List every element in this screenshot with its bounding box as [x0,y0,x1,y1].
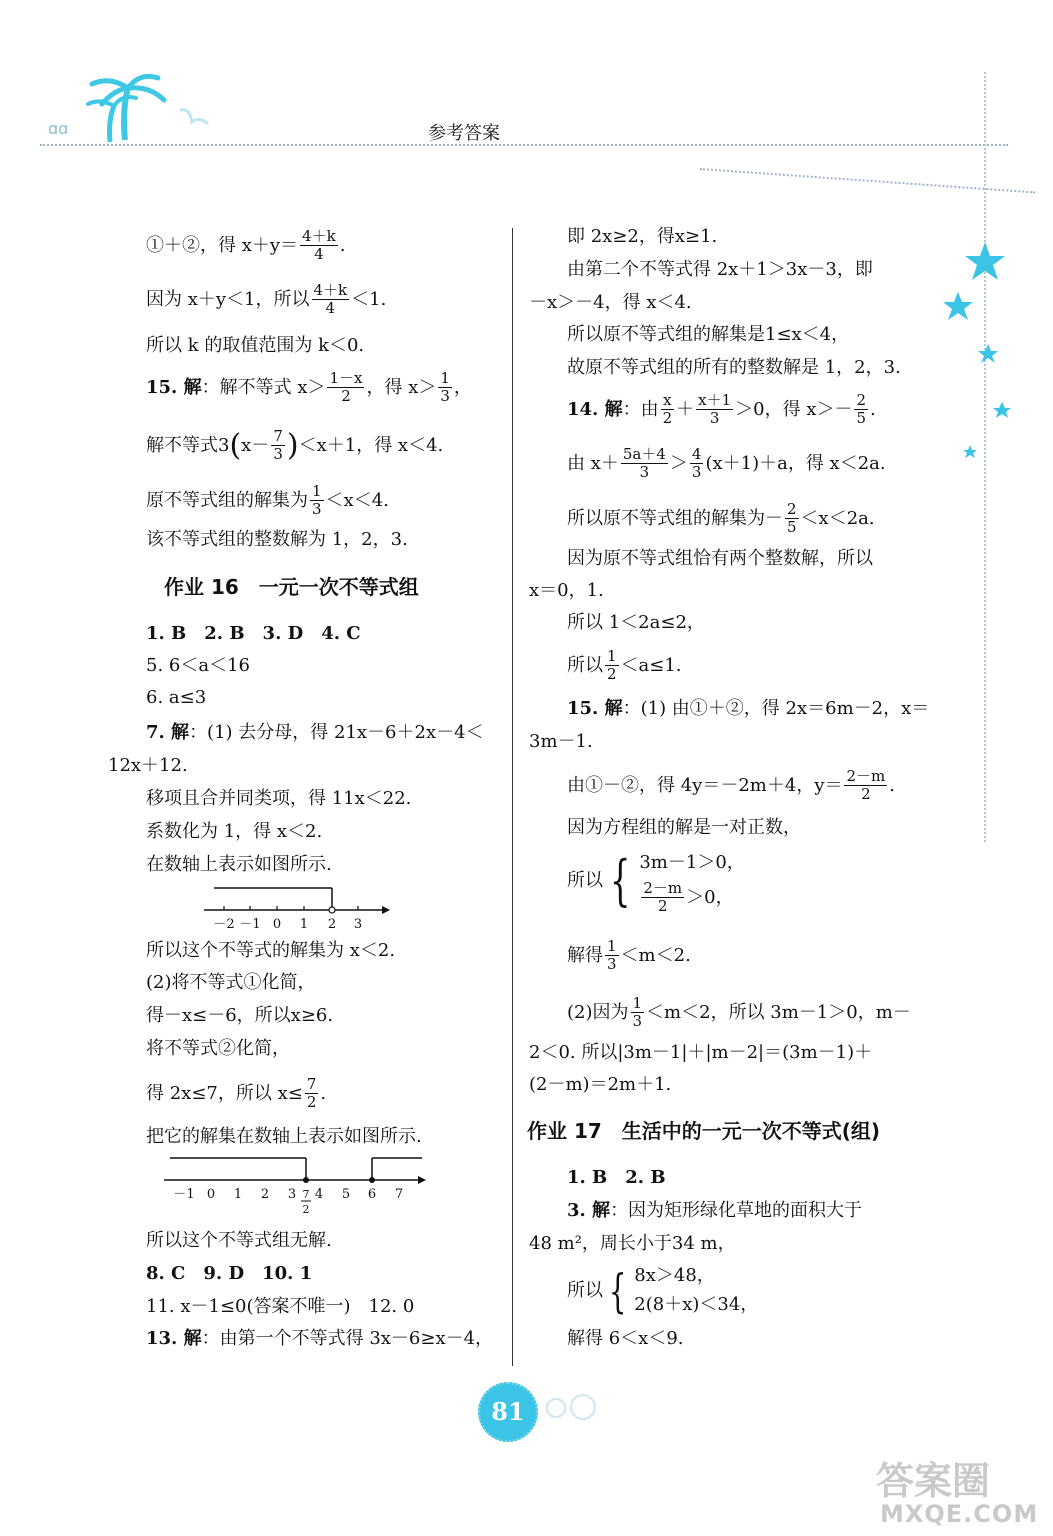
text-span: ：由 [622,398,659,420]
text-span: ＞0，得 x＞－ [735,398,853,420]
tick-label: 2 [327,917,337,932]
text-span: ＜m＜2. [620,944,691,966]
denominator: 3 [440,387,450,406]
numerator: 4 [691,445,702,463]
numerator: 7 [306,1075,317,1093]
system-line: 2(8＋x)＜34， [634,1293,759,1315]
text-line: 因为原不等式组恰有两个整数解，所以 [567,548,873,569]
denominator: 2 [306,1093,317,1112]
text-span: . [339,234,346,256]
tick-fraction-num: 7 [302,1188,310,1201]
text-line: (2)将不等式①化简， [146,972,316,993]
text-line: 即 2x≥2，得x≥1. [567,226,718,247]
text-span: ＜1. [351,288,387,310]
text-span: 所以 [567,1279,603,1301]
numerator: 1 [607,937,617,955]
watermark-url: MXQE.COM [880,1500,1039,1528]
text-line: 所以 1＜2a≤2， [567,612,705,633]
tick-label: 2 [260,1187,270,1202]
question-label: 14. 解 [567,398,623,420]
numerator: 1 [632,994,643,1012]
text-line [146,228,345,264]
watermark-logo: 答案圈 [876,1459,991,1503]
system-line: 3m－1＞0， [639,852,745,873]
numerator: x＋1 [698,391,732,409]
text-span: ：(1) 去分母，得 21x－6＋2x－4＜ [189,722,484,743]
tick-label: 0 [206,1187,216,1202]
denominator: 5 [787,518,797,537]
text-line [567,446,886,482]
fraction [305,1076,319,1112]
fraction [696,392,733,428]
tick-label: 6 [367,1187,377,1202]
text-line: 因为方程组的解是一对正数， [567,817,801,838]
numerator: 4＋k [313,281,348,299]
text-span: (x＋1)＋a，得 x＜2a. [705,452,886,474]
numerator: 2 [856,391,867,409]
text-line [567,648,682,684]
text-span: 所以 [567,869,603,891]
number-line-1 [200,884,400,932]
text-line: 将不等式②化简， [146,1038,290,1059]
text-line: 2＜0. 所以|3m－1|＋|m－2|＝(3m－1)＋ [529,1042,873,1063]
denominator: 3 [312,500,322,519]
denominator: 3 [632,1012,643,1031]
text-line: 系数化为 1，得 x＜2. [146,821,323,842]
text-line: 所以这个不等式的解集为 x＜2. [146,940,396,961]
fraction [310,483,324,519]
tick-label: －1 [239,917,261,932]
text-line [567,768,895,804]
denominator: 2 [657,897,668,916]
tick-fraction-den: 2 [302,1203,310,1216]
fraction [631,995,645,1031]
fraction [605,648,619,684]
text-span: ：解不等式 x＞ [201,376,326,398]
denominator: 3 [691,463,702,482]
question-label: 13. 解 [146,1328,202,1349]
text-span: ＜x＜2a. [800,507,875,529]
text-line [567,700,929,718]
text-span: . [889,774,895,796]
text-span: 5. 6＜a＜16 [146,655,250,676]
system-line: 8x＞48， [634,1265,715,1286]
text-span: 得 2x≤7，所以 x≤ [146,1082,303,1104]
text-span: 6. a≤3 [146,687,207,708]
text-line: 在数轴上表示如图所示. [146,854,332,875]
section-title-17: 作业 17 生活中的一元一次不等式(组) [527,1119,881,1143]
fraction [271,428,285,464]
text-span: ＜m＜2，所以 3m－1＞0，m－ [646,1001,911,1023]
text-span: 由①－②，得 4y＝－2m＋4，y＝ [567,774,843,796]
denominator: 4 [314,245,324,264]
text-span: ：(1) 由①＋②，得 2x＝6m－2，x＝ [622,698,930,719]
text-span: 所以 [567,654,603,676]
text-span: ：由第一个不等式得 3x－6≥x－4， [201,1328,494,1349]
text-line: (2－m)＝2m＋1. [529,1074,672,1095]
text-line: 解得 6＜x＜9. [567,1328,684,1349]
denominator: 3 [607,955,617,974]
fraction [661,392,675,428]
fraction [327,370,364,406]
text-line: 3m－1. [529,731,593,752]
text-span: ，得 x＞ [366,376,437,398]
tick-label: 1 [299,917,309,932]
text-span: 解得 [567,944,603,966]
denominator: 2 [662,409,673,428]
text-span: x－ [241,434,270,456]
fraction [621,446,668,482]
fraction [690,446,704,482]
text-line [146,483,389,519]
svg-text:ɑɑ: ɑɑ [48,119,69,138]
system-lines [634,1262,758,1320]
text-span: ＜a≤1. [620,654,682,676]
text-span: ＜x＜4. [325,489,389,511]
text-line [146,282,386,318]
fraction [854,392,868,428]
fraction [438,370,452,406]
system-line [639,880,744,916]
text-span: 解不等式3 [146,434,230,456]
decorative-ring [546,1398,566,1418]
text-line: 所以原不等式组的解集是1≤x＜4， [567,324,850,345]
denominator: 3 [639,463,650,482]
tick-label: 0 [272,917,282,932]
fraction [300,228,338,264]
numerator: 2 [787,500,797,518]
fraction [844,768,887,804]
tick-label: 4 [314,1187,324,1202]
tick-label: －2 [213,917,235,932]
answer-line: 1. B 2. B [567,1167,666,1188]
tick-label: 5 [341,1187,351,1202]
text-line: 该不等式组的整数解为 1，2，3. [146,529,408,550]
text-line: 把它的解集在数轴上表示如图所示. [146,1126,422,1147]
text-span: 因为 x＋y＜1，所以 [146,288,310,310]
text-span: 所以原不等式组的解集为－ [567,507,783,529]
paren-left: ( [229,427,242,463]
page-number-badge: 81 [478,1382,538,1442]
answer-line: 11. x－1≤0(答案不唯一) 12. 0 [146,1296,415,1317]
column-divider [512,228,513,1366]
question-label: 15. 解 [567,698,623,719]
tick-label: －1 [173,1187,195,1202]
text-line: 由第二个不等式得 2x＋1＞3x－3，即 [567,259,873,280]
brace: { [609,848,631,912]
text-line [567,995,911,1031]
text-line: 48 m²，周长小于34 m， [529,1233,736,1254]
text-line [146,724,484,742]
text-span: ＜x＋1，得 x＜4. [298,434,444,456]
numerator: 4＋k [302,227,336,245]
header-rule [40,144,1008,146]
answer-line: 8. C 9. D 10. 1 [146,1263,313,1284]
text-span: ， [453,376,472,398]
text-span: ＞ [669,452,688,474]
text-span: . [320,1082,327,1104]
paren-right: ) [286,427,299,463]
answer-line [146,689,206,707]
text-line: x＝0，1. [529,580,604,601]
text-span: 由 x＋ [567,452,619,474]
question-label: 15. 解 [146,376,202,398]
question-label: 7. 解 [146,722,190,743]
text-line: 故原不等式组的所有的整数解是 1，2，3. [567,357,901,378]
text-line: －x＞－4，得 x＜4. [529,292,692,313]
text-span: ①＋②，得 x＋y＝ [146,234,299,256]
text-line [146,1330,493,1348]
equation-system [567,1262,758,1320]
decorative-ring [570,1394,596,1420]
fraction [605,938,619,974]
denominator: 5 [856,409,867,428]
denominator: 4 [325,299,336,318]
equation-system [567,846,745,916]
palm-tree-decoration [30,70,250,150]
text-line [146,1076,326,1112]
fraction [312,282,350,318]
denominator: 2 [861,785,871,804]
number-line-2 [160,1152,430,1216]
text-line [567,392,876,428]
tick-label: 3 [353,917,363,932]
text-span: ：因为矩形绿化草地的面积大于 [610,1200,863,1221]
tick-label: 7 [394,1187,404,1202]
numerator: 1 [440,369,450,387]
text-line: 所以这个不等式组无解. [146,1230,332,1251]
text-line: 所以 k 的取值范围为 k＜0. [146,335,365,356]
text-line [146,428,443,464]
denominator: 3 [273,445,283,464]
tick-label: 1 [233,1187,243,1202]
fraction [785,501,799,537]
section-title-16: 作业 16 一元一次不等式组 [164,575,419,599]
fraction [641,880,684,916]
numerator: 2－m [846,767,886,785]
text-span: ＋ [676,398,695,420]
denominator: 3 [709,409,720,428]
text-line: 得－x≤－6，所以x≥6. [146,1005,334,1026]
numerator: x [661,392,675,410]
text-line [567,938,691,974]
numerator: 1 [607,647,617,665]
numerator: 7 [273,427,283,445]
denominator: 2 [341,387,351,406]
header-title: 参考答案 [428,123,500,144]
brace: { [608,1263,627,1318]
text-span: ＞0， [686,886,734,908]
answer-line: 1. B 2. B 3. D 4. C [146,623,361,644]
text-span: . [870,398,876,420]
question-label: 3. 解 [567,1200,611,1221]
text-line [146,370,472,406]
denominator: 2 [607,665,617,684]
numerator: 1 [312,482,322,500]
text-line [567,1202,862,1220]
numerator: 2－m [643,879,683,898]
numerator: 5a＋4 [622,445,666,463]
numerator: 1－x [329,369,363,387]
text-line [567,501,875,537]
system-lines [639,846,744,916]
text-line: 移项且合并同类项，得 11x＜22. [146,788,412,809]
text-span: 原不等式组的解集为 [146,489,308,511]
text-span: (2)因为 [567,1001,629,1023]
answer-line [146,657,250,675]
star-decoration [940,240,1020,470]
tick-label: 3 [287,1187,297,1202]
text-line: 12x＋12. [108,755,188,776]
